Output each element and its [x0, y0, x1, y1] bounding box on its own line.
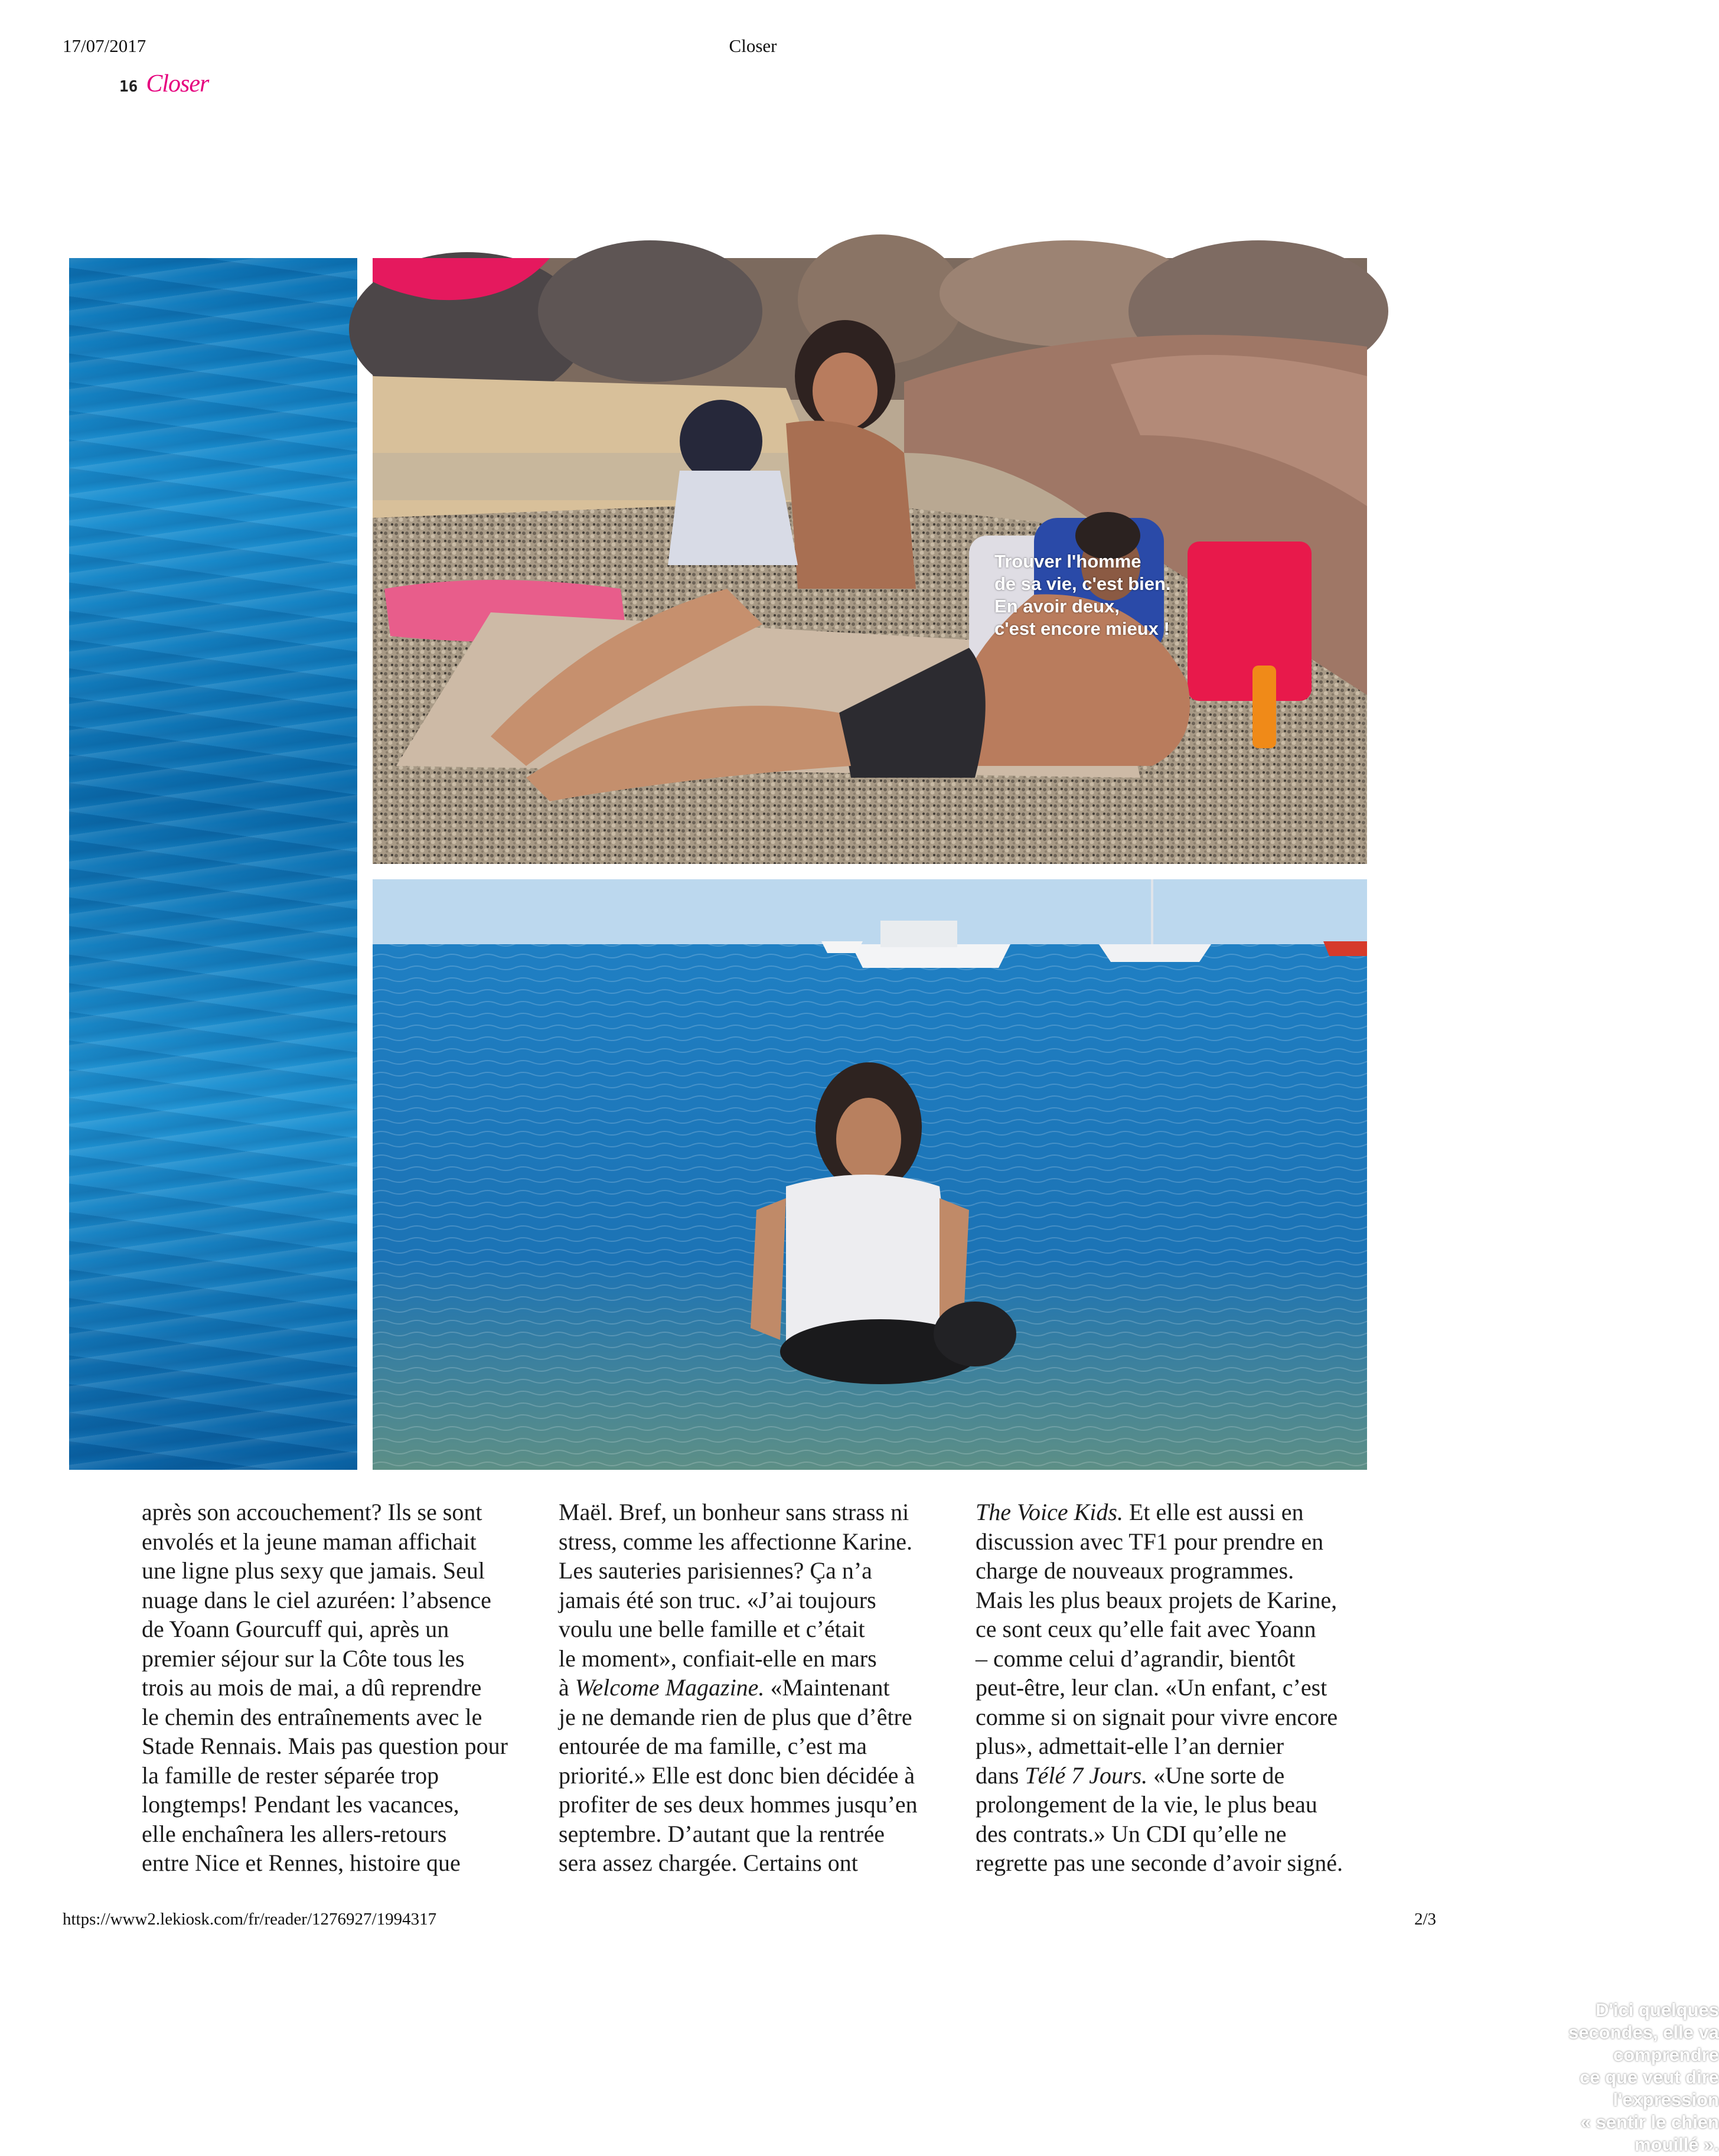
folio	[119, 70, 208, 105]
print-title: Closer	[729, 35, 777, 56]
print-header	[0, 35, 1506, 65]
text-line: profiter de ses deux hommes jusqu’en	[559, 1791, 918, 1818]
text-line: stress, comme les affectionne Karine.	[559, 1528, 913, 1555]
publication-title: The Voice Kids.	[976, 1499, 1123, 1525]
text-line: elle enchaînera les allers-retours	[142, 1820, 447, 1847]
folio-page-number: 16	[119, 78, 138, 96]
text-line: plus», admettait-elle l’an dernier	[976, 1733, 1284, 1759]
publication-title: Télé 7 Jours.	[1025, 1762, 1148, 1789]
text-line	[976, 1498, 1365, 1527]
text-line: sera assez chargée. Certains ont	[559, 1850, 858, 1876]
text-line: de Yoann Gourcuff qui, après un	[142, 1616, 449, 1642]
text-fragment: dans	[976, 1762, 1025, 1789]
sea-scene	[373, 879, 1367, 1470]
text-line: prolongement de la vie, le plus beau	[976, 1791, 1317, 1818]
text-fragment: à	[559, 1674, 575, 1701]
text-line: la famille de rester séparée trop	[142, 1762, 439, 1789]
text-line: je ne demande rien de plus que d’être	[559, 1703, 912, 1730]
text-line: ce sont ceux qu’elle fait avec Yoann	[976, 1616, 1316, 1642]
text-line: envolés et la jeune maman affichait	[142, 1528, 477, 1555]
text-fragment: «Maintenant	[764, 1674, 890, 1701]
text-line: peut-être, leur clan. «Un enfant, c’est	[976, 1674, 1327, 1701]
text-line: entourée de ma famille, c’est ma	[559, 1733, 867, 1759]
text-column-3	[976, 1498, 1365, 1878]
text-line: priorité.» Elle est donc bien décidée à	[559, 1762, 915, 1789]
text-line: une ligne plus sexy que jamais. Seul	[142, 1557, 485, 1584]
text-line: jamais été son truc. «J’ai toujours	[559, 1586, 876, 1613]
text-line: Maël. Bref, un bonheur sans strass ni	[559, 1499, 909, 1525]
text-line: comme si on signait pour vivre encore	[976, 1703, 1338, 1730]
article-body	[142, 1498, 1370, 1893]
text-line	[976, 1761, 1365, 1790]
text-line: entre Nice et Rennes, histoire que	[142, 1850, 461, 1876]
sea-caption: D'ici quelques secondes, elle va comprendre ce que veut dire l'expression « sentir le chien mouillé ».	[1568, 2000, 1719, 2155]
text-line: regrette pas une seconde d’avoir signé.	[976, 1850, 1343, 1876]
print-date: 17/07/2017	[63, 35, 146, 56]
text-fragment: Et elle est aussi en	[1123, 1499, 1304, 1525]
source-url: https://www2.lekiosk.com/fr/reader/1276927/1994317	[63, 1910, 437, 1929]
water-photo	[69, 258, 357, 1470]
text-line: longtemps! Pendant les vacances,	[142, 1791, 459, 1818]
text-line: après son accouchement? Ils se sont	[142, 1499, 482, 1525]
text-line: discussion avec TF1 pour prendre en	[976, 1528, 1324, 1555]
text-line: premier séjour sur la Côte tous les	[142, 1645, 465, 1672]
publication-title: Welcome Magazine.	[575, 1674, 765, 1701]
text-line: – comme celui d’agrandir, bientôt	[976, 1645, 1296, 1672]
text-line	[559, 1673, 948, 1702]
text-line: des contrats.» Un CDI qu’elle ne	[976, 1820, 1287, 1847]
text-fragment: «Une sorte de	[1147, 1762, 1285, 1789]
text-line: septembre. D’autant que la rentrée	[559, 1820, 885, 1847]
text-line: le chemin des entraînements avec le	[142, 1703, 482, 1730]
text-column-1	[142, 1498, 531, 1878]
text-column-2	[559, 1498, 948, 1878]
beach-photo	[373, 258, 1367, 864]
text-line: charge de nouveaux programmes.	[976, 1557, 1294, 1584]
closer-logo: Closer	[146, 70, 209, 97]
text-line: Mais les plus beaux projets de Karine,	[976, 1586, 1338, 1613]
text-line: trois au mois de mai, a dû reprendre	[142, 1674, 482, 1701]
beach-caption: Trouver l'homme de sa vie, c'est bien. En avoir deux, c'est encore mieux !	[994, 551, 1171, 639]
print-footer	[0, 1910, 1506, 1937]
text-line: Stade Rennais. Mais pas question pour	[142, 1733, 508, 1759]
text-line: Les sauteries parisiennes? Ça n’a	[559, 1557, 872, 1584]
print-page-count: 2/3	[1414, 1910, 1436, 1929]
text-line: voulu une belle famille et c’était	[559, 1616, 865, 1642]
text-line: le moment», confiait-elle en mars	[559, 1645, 877, 1672]
text-line: nuage dans le ciel azuréen: l’absence	[142, 1586, 491, 1613]
